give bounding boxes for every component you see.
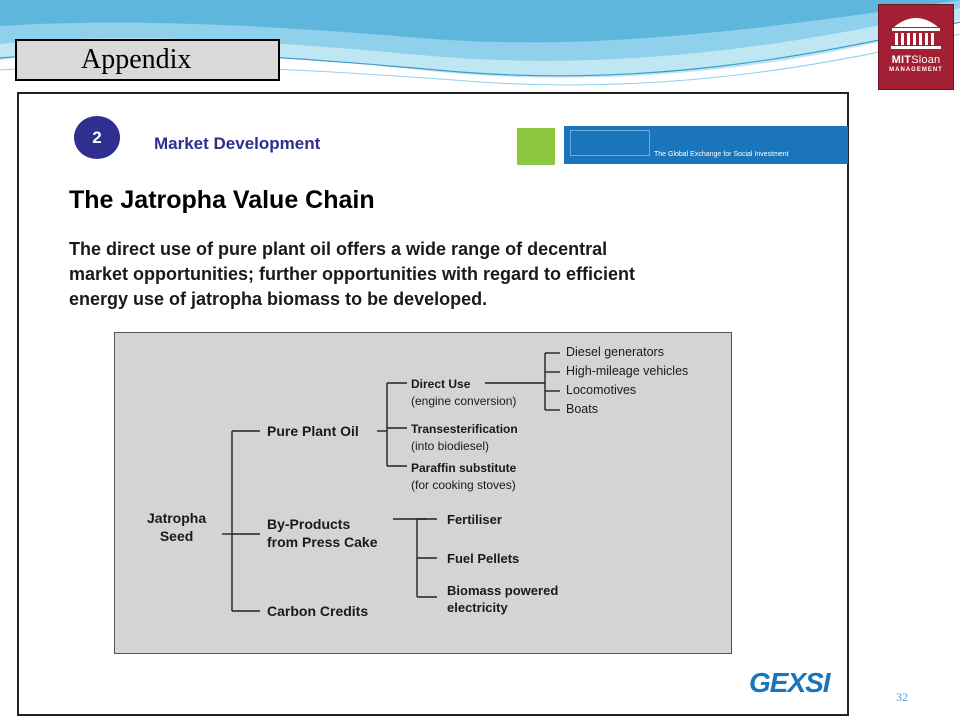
oil-use-title: Direct Use: [411, 377, 471, 391]
target-locomotives: Locomotives: [566, 383, 637, 397]
by-product-line: electricity: [447, 600, 508, 615]
branch-line: from Press Cake: [267, 534, 378, 550]
oil-use-sub: (into biodiesel): [411, 439, 490, 453]
banner-logo-box: [570, 130, 650, 156]
branch-by-products: [267, 515, 378, 551]
section-number-badge: 2: [74, 116, 120, 159]
intro-line: market opportunities; further opportunities with regard to efficient: [69, 264, 636, 284]
branch-pure-plant-oil: Pure Plant Oil: [267, 423, 359, 439]
oil-use-paraffin: [411, 460, 516, 494]
by-product-line: Biomass powered: [447, 583, 559, 598]
oil-use-direct: [411, 376, 516, 410]
logo-subtitle: MANAGEMENT: [889, 67, 943, 73]
gexsi-logo: GEXSI: [749, 667, 830, 698]
oil-use-transesterification: [411, 421, 518, 455]
root-line: Jatropha: [147, 510, 207, 526]
logo-brand-rest: Sloan: [911, 54, 941, 66]
dome-icon: [888, 13, 944, 51]
branch-line: By-Products: [267, 516, 351, 532]
banner-blue-bar: [564, 126, 848, 164]
oil-use-title: Paraffin substitute: [411, 461, 517, 475]
intro-line: energy use of jatropha biomass to be developed.: [69, 289, 488, 309]
mit-sloan-logo: [878, 4, 954, 90]
root-node: [147, 509, 206, 545]
oil-use-sub: (engine conversion): [411, 394, 517, 408]
value-chain-diagram: [114, 332, 732, 654]
embedded-slide: [17, 92, 849, 716]
intro-line: The direct use of pure plant oil offers a wide range of decentral: [69, 239, 608, 259]
banner-tagline: The Global Exchange for Social Investment: [654, 151, 789, 158]
appendix-label: Appendix: [15, 39, 280, 81]
branch-carbon-credits: Carbon Credits: [267, 603, 369, 619]
by-product-fertiliser: Fertiliser: [447, 512, 502, 527]
root-line: Seed: [159, 528, 194, 544]
target-diesel-generators: Diesel generators: [566, 345, 664, 359]
banner-green-square: [517, 128, 555, 165]
section-title: Market Development: [154, 134, 321, 153]
slide-title: The Jatropha Value Chain: [69, 186, 375, 214]
logo-brand-bold: MIT: [891, 54, 912, 66]
page-number: 32: [896, 690, 908, 704]
oil-use-sub: (for cooking stoves): [411, 478, 516, 492]
by-product-fuel-pellets: Fuel Pellets: [447, 551, 520, 566]
target-high-mileage-vehicles: High-mileage vehicles: [566, 364, 689, 378]
intro-text: [69, 237, 769, 312]
target-boats: Boats: [566, 402, 598, 416]
by-product-biomass: [447, 582, 558, 616]
oil-use-title: Transesterification: [411, 422, 518, 436]
